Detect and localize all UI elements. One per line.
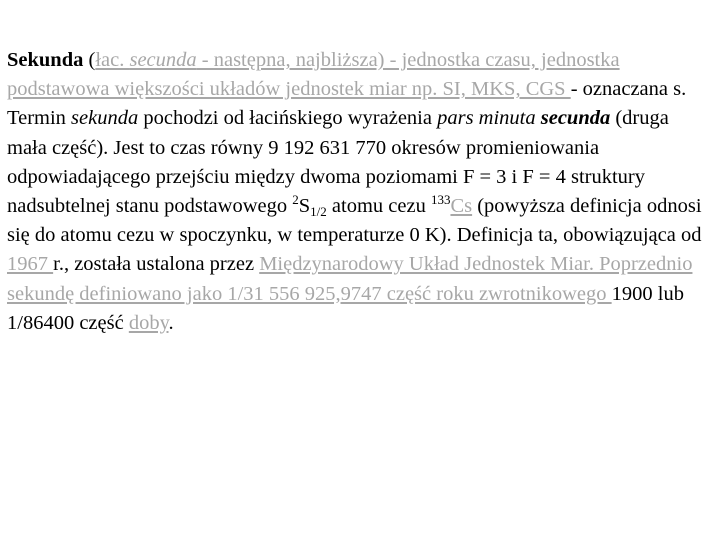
article-paragraph	[7, 46, 713, 338]
cesium-link[interactable]: Cs	[450, 195, 473, 218]
text-segment-7: 1900 lub 1/86400 część	[7, 282, 684, 334]
phrase-bold-italic: secunda	[535, 107, 611, 130]
latin-word: secunda	[129, 49, 197, 71]
text-segment-5: (powyższa definicja odnosi się do atomu cezu w spoczynku, w temperaturze 0 K). Definicja ta, obowiązująca od	[7, 195, 702, 247]
term-heading: Sekunda	[7, 49, 84, 71]
organization-link[interactable]: Międzynarodowy Układ Jednostek Miar. Poprzednio sekundę definiowano jako 1/31 556 925,9747 część roku zwrotnikowego	[7, 253, 693, 305]
day-link[interactable]: doby	[128, 311, 169, 334]
text-segment-6: r., została ustalona przez	[53, 253, 260, 276]
text-end: .	[168, 311, 174, 334]
state-subscript: 1/2	[310, 204, 327, 220]
state-superscript: 2	[292, 192, 299, 208]
state-symbol: S	[298, 195, 311, 218]
isotope-superscript: 133	[430, 192, 451, 208]
lang-link-text: łac.	[95, 49, 130, 71]
term-italic: sekunda	[71, 107, 139, 130]
paren-open-text: (	[83, 49, 96, 71]
meaning-link-text: - następna, najbliższa) - jednostka czasu, jednostka podstawowa większości układów jednostek miar np. SI, MKS, CGS	[7, 49, 620, 101]
latin-link[interactable]	[7, 49, 620, 100]
phrase-italic: pars minuta	[437, 107, 536, 130]
text-segment-3: (druga mała część). Jest to czas równy 9 192 631 770 okresów promieniowania odpowiadającego przejściu między dwoma poziomami F = 3 i F = 4 struktury nadsubtelnej stanu podstawowego	[7, 107, 669, 218]
text-segment-2: pochodzi od łacińskiego wyrażenia	[138, 107, 438, 130]
text-segment-1: - oznaczana s. Termin	[7, 78, 687, 130]
text-segment-4: atomu cezu	[326, 195, 431, 218]
year-link[interactable]: 1967	[7, 253, 54, 276]
